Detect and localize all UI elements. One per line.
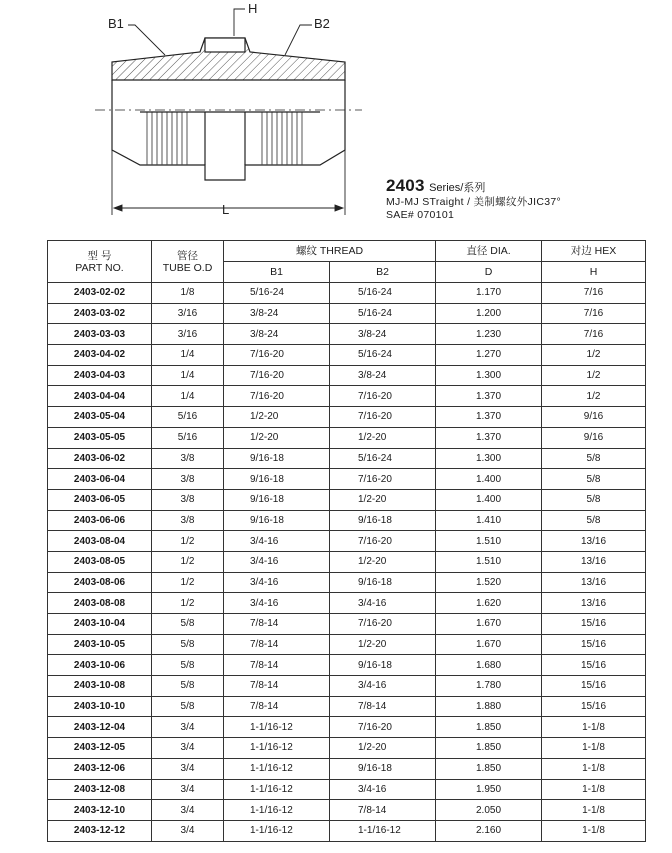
table-row	[48, 324, 646, 345]
table-row	[48, 303, 646, 324]
cell-d: 1.270	[436, 345, 542, 366]
cell-b1: 9/16-18	[224, 448, 330, 469]
cell-part-no: 2403-12-12	[48, 820, 152, 841]
cell-b2: 9/16-18	[330, 655, 436, 676]
cell-h: 1-1/8	[542, 758, 646, 779]
table-row	[48, 531, 646, 552]
cell-h: 7/16	[542, 283, 646, 304]
cell-h: 15/16	[542, 696, 646, 717]
cell-d: 1.200	[436, 303, 542, 324]
cell-b2: 3/4-16	[330, 676, 436, 697]
cell-d: 1.510	[436, 551, 542, 572]
cell-d: 1.850	[436, 738, 542, 759]
cell-b1: 1/2-20	[224, 407, 330, 428]
table-row	[48, 696, 646, 717]
cell-h: 1-1/8	[542, 800, 646, 821]
cell-part-no: 2403-02-02	[48, 283, 152, 304]
cell-b1: 1-1/16-12	[224, 738, 330, 759]
cell-h: 15/16	[542, 676, 646, 697]
cell-tube-od: 3/8	[152, 489, 224, 510]
table-row	[48, 427, 646, 448]
header-b1: B1	[224, 262, 330, 283]
header-tube-en: TUBE O.D	[162, 261, 213, 274]
cell-d: 1.880	[436, 696, 542, 717]
cell-b1: 5/16-24	[224, 283, 330, 304]
cell-b2: 1/2-20	[330, 551, 436, 572]
cell-h: 1/2	[542, 345, 646, 366]
cell-b2: 1/2-20	[330, 489, 436, 510]
cell-b1: 7/16-20	[224, 345, 330, 366]
cell-d: 1.300	[436, 448, 542, 469]
cell-d: 2.050	[436, 800, 542, 821]
cell-tube-od: 5/8	[152, 655, 224, 676]
cell-h: 15/16	[542, 614, 646, 635]
cell-b1: 7/8-14	[224, 614, 330, 635]
cell-b1: 9/16-18	[224, 469, 330, 490]
cell-b2: 3/8-24	[330, 365, 436, 386]
cell-b2: 3/4-16	[330, 779, 436, 800]
cell-b2: 1/2-20	[330, 738, 436, 759]
cell-h: 5/8	[542, 448, 646, 469]
cell-part-no: 2403-05-05	[48, 427, 152, 448]
cell-b2: 3/4-16	[330, 593, 436, 614]
cell-part-no: 2403-10-06	[48, 655, 152, 676]
cell-tube-od: 1/2	[152, 551, 224, 572]
cell-b1: 9/16-18	[224, 489, 330, 510]
cell-d: 1.520	[436, 572, 542, 593]
cell-d: 1.680	[436, 655, 542, 676]
cell-d: 1.300	[436, 365, 542, 386]
cell-b2: 3/8-24	[330, 324, 436, 345]
cell-b1: 7/8-14	[224, 676, 330, 697]
cell-part-no: 2403-08-08	[48, 593, 152, 614]
label-h: H	[248, 1, 258, 16]
cell-h: 1-1/8	[542, 820, 646, 841]
cell-tube-od: 5/8	[152, 634, 224, 655]
cell-part-no: 2403-03-03	[48, 324, 152, 345]
table-row	[48, 572, 646, 593]
cell-h: 1/2	[542, 365, 646, 386]
cell-b1: 1-1/16-12	[224, 717, 330, 738]
cell-d: 1.850	[436, 758, 542, 779]
cell-b1: 7/8-14	[224, 634, 330, 655]
header-part-en: PART NO.	[75, 261, 124, 274]
cell-b2: 9/16-18	[330, 572, 436, 593]
series-suffix: Series/系列	[429, 182, 486, 194]
cell-tube-od: 1/4	[152, 365, 224, 386]
cell-h: 15/16	[542, 655, 646, 676]
header-hex: 对边 HEX	[542, 241, 646, 262]
cell-b2: 7/8-14	[330, 800, 436, 821]
cell-b1: 3/4-16	[224, 551, 330, 572]
header-tube-od	[152, 241, 224, 283]
header-tube-cn: 管径	[177, 249, 198, 262]
cell-b2: 1/2-20	[330, 634, 436, 655]
cell-b2: 7/16-20	[330, 717, 436, 738]
table-row	[48, 634, 646, 655]
cell-tube-od: 1/8	[152, 283, 224, 304]
cell-h: 5/8	[542, 510, 646, 531]
table-row	[48, 510, 646, 531]
cell-tube-od: 1/4	[152, 345, 224, 366]
cell-b1: 1-1/16-12	[224, 758, 330, 779]
cell-b1: 3/4-16	[224, 593, 330, 614]
cell-tube-od: 1/2	[152, 593, 224, 614]
cell-part-no: 2403-04-04	[48, 386, 152, 407]
cell-part-no: 2403-08-05	[48, 551, 152, 572]
table-row	[48, 655, 646, 676]
cell-h: 13/16	[542, 551, 646, 572]
cell-b1: 7/8-14	[224, 696, 330, 717]
cell-h: 1-1/8	[542, 779, 646, 800]
series-number: 2403	[386, 176, 425, 195]
label-b1: B1	[108, 16, 124, 31]
cell-h: 1-1/8	[542, 738, 646, 759]
table-row	[48, 800, 646, 821]
cell-d: 1.950	[436, 779, 542, 800]
cell-part-no: 2403-10-05	[48, 634, 152, 655]
cell-tube-od: 3/4	[152, 758, 224, 779]
cell-b2: 1/2-20	[330, 427, 436, 448]
table-row	[48, 283, 646, 304]
spec-table-body	[48, 283, 646, 842]
cell-part-no: 2403-10-08	[48, 676, 152, 697]
cell-tube-od: 1/4	[152, 386, 224, 407]
cell-part-no: 2403-04-03	[48, 365, 152, 386]
table-row	[48, 448, 646, 469]
cell-part-no: 2403-12-04	[48, 717, 152, 738]
series-sae: SAE# 070101	[386, 209, 455, 221]
cell-part-no: 2403-03-02	[48, 303, 152, 324]
table-row	[48, 820, 646, 841]
cell-tube-od: 3/4	[152, 717, 224, 738]
cell-b2: 9/16-18	[330, 510, 436, 531]
cell-part-no: 2403-12-10	[48, 800, 152, 821]
cell-b1: 3/4-16	[224, 531, 330, 552]
cell-h: 7/16	[542, 324, 646, 345]
cell-part-no: 2403-06-02	[48, 448, 152, 469]
cell-d: 1.510	[436, 531, 542, 552]
cell-h: 9/16	[542, 407, 646, 428]
cell-b1: 1-1/16-12	[224, 820, 330, 841]
cell-tube-od: 5/8	[152, 614, 224, 635]
cell-h: 5/8	[542, 489, 646, 510]
cell-d: 1.850	[436, 717, 542, 738]
cell-b2: 9/16-18	[330, 758, 436, 779]
table-row	[48, 469, 646, 490]
cell-d: 1.370	[436, 407, 542, 428]
series-title	[386, 176, 656, 222]
cell-part-no: 2403-10-04	[48, 614, 152, 635]
cell-tube-od: 1/2	[152, 531, 224, 552]
cell-tube-od: 5/8	[152, 676, 224, 697]
cell-b2: 5/16-24	[330, 448, 436, 469]
cell-tube-od: 5/8	[152, 696, 224, 717]
table-row	[48, 614, 646, 635]
cell-b1: 3/8-24	[224, 324, 330, 345]
cell-tube-od: 5/16	[152, 427, 224, 448]
table-row	[48, 551, 646, 572]
table-row	[48, 407, 646, 428]
cell-d: 2.160	[436, 820, 542, 841]
cell-tube-od: 3/4	[152, 800, 224, 821]
cell-part-no: 2403-12-06	[48, 758, 152, 779]
cell-part-no: 2403-08-04	[48, 531, 152, 552]
cell-d: 1.620	[436, 593, 542, 614]
cell-d: 1.670	[436, 614, 542, 635]
cell-h: 15/16	[542, 634, 646, 655]
cell-b1: 3/8-24	[224, 303, 330, 324]
cell-d: 1.410	[436, 510, 542, 531]
table-row	[48, 365, 646, 386]
table-row	[48, 779, 646, 800]
header-b2: B2	[330, 262, 436, 283]
cell-tube-od: 3/16	[152, 303, 224, 324]
cell-h: 13/16	[542, 531, 646, 552]
cell-part-no: 2403-06-04	[48, 469, 152, 490]
cell-b1: 3/4-16	[224, 572, 330, 593]
cell-b2: 1-1/16-12	[330, 820, 436, 841]
cell-d: 1.780	[436, 676, 542, 697]
cell-b1: 1-1/16-12	[224, 800, 330, 821]
cell-tube-od: 3/8	[152, 510, 224, 531]
header-part-no	[48, 241, 152, 283]
cell-part-no: 2403-08-06	[48, 572, 152, 593]
header-dia: 直径 DIA.	[436, 241, 542, 262]
cell-tube-od: 3/4	[152, 820, 224, 841]
cell-d: 1.400	[436, 489, 542, 510]
cell-h: 7/16	[542, 303, 646, 324]
table-row	[48, 489, 646, 510]
spec-table	[47, 240, 646, 842]
cell-b1: 7/16-20	[224, 386, 330, 407]
table-row	[48, 593, 646, 614]
cell-part-no: 2403-06-06	[48, 510, 152, 531]
cell-b2: 7/16-20	[330, 614, 436, 635]
cell-h: 13/16	[542, 572, 646, 593]
cell-d: 1.400	[436, 469, 542, 490]
cell-h: 1-1/8	[542, 717, 646, 738]
cell-d: 1.670	[436, 634, 542, 655]
cell-b2: 7/16-20	[330, 469, 436, 490]
cell-tube-od: 3/4	[152, 738, 224, 759]
label-b2: B2	[314, 16, 330, 31]
cell-b2: 5/16-24	[330, 345, 436, 366]
cell-b2: 7/16-20	[330, 531, 436, 552]
cell-d: 1.230	[436, 324, 542, 345]
cell-part-no: 2403-04-02	[48, 345, 152, 366]
header-part-cn: 型 号	[87, 249, 112, 262]
cell-b1: 7/8-14	[224, 655, 330, 676]
cell-part-no: 2403-10-10	[48, 696, 152, 717]
table-row	[48, 717, 646, 738]
cell-tube-od: 3/4	[152, 779, 224, 800]
table-row	[48, 676, 646, 697]
cell-h: 1/2	[542, 386, 646, 407]
cell-part-no: 2403-12-08	[48, 779, 152, 800]
cell-part-no: 2403-06-05	[48, 489, 152, 510]
cell-b2: 7/8-14	[330, 696, 436, 717]
cell-d: 1.370	[436, 427, 542, 448]
header-d: D	[436, 262, 542, 283]
cell-h: 5/8	[542, 469, 646, 490]
cell-b1: 1-1/16-12	[224, 779, 330, 800]
cell-tube-od: 1/2	[152, 572, 224, 593]
fitting-drawing	[80, 0, 380, 230]
cell-part-no: 2403-05-04	[48, 407, 152, 428]
cell-h: 13/16	[542, 593, 646, 614]
table-row	[48, 345, 646, 366]
cell-b2: 7/16-20	[330, 407, 436, 428]
fitting-body	[95, 38, 362, 180]
cell-b2: 5/16-24	[330, 283, 436, 304]
table-row	[48, 738, 646, 759]
series-heading	[386, 176, 656, 196]
cell-b1: 7/16-20	[224, 365, 330, 386]
cell-tube-od: 3/16	[152, 324, 224, 345]
header-h: H	[542, 262, 646, 283]
cell-tube-od: 5/16	[152, 407, 224, 428]
cell-b1: 9/16-18	[224, 510, 330, 531]
header-thread: 螺纹 THREAD	[224, 241, 436, 262]
cell-b2: 5/16-24	[330, 303, 436, 324]
cell-tube-od: 3/8	[152, 448, 224, 469]
cell-b2: 7/16-20	[330, 386, 436, 407]
cell-tube-od: 3/8	[152, 469, 224, 490]
table-row	[48, 758, 646, 779]
cell-h: 9/16	[542, 427, 646, 448]
cell-b1: 1/2-20	[224, 427, 330, 448]
cell-part-no: 2403-12-05	[48, 738, 152, 759]
table-row	[48, 386, 646, 407]
cell-d: 1.370	[436, 386, 542, 407]
label-l: L	[222, 202, 230, 217]
cell-d: 1.170	[436, 283, 542, 304]
series-description: MJ-MJ STraight / 美制螺纹外JIC37°	[386, 196, 561, 208]
